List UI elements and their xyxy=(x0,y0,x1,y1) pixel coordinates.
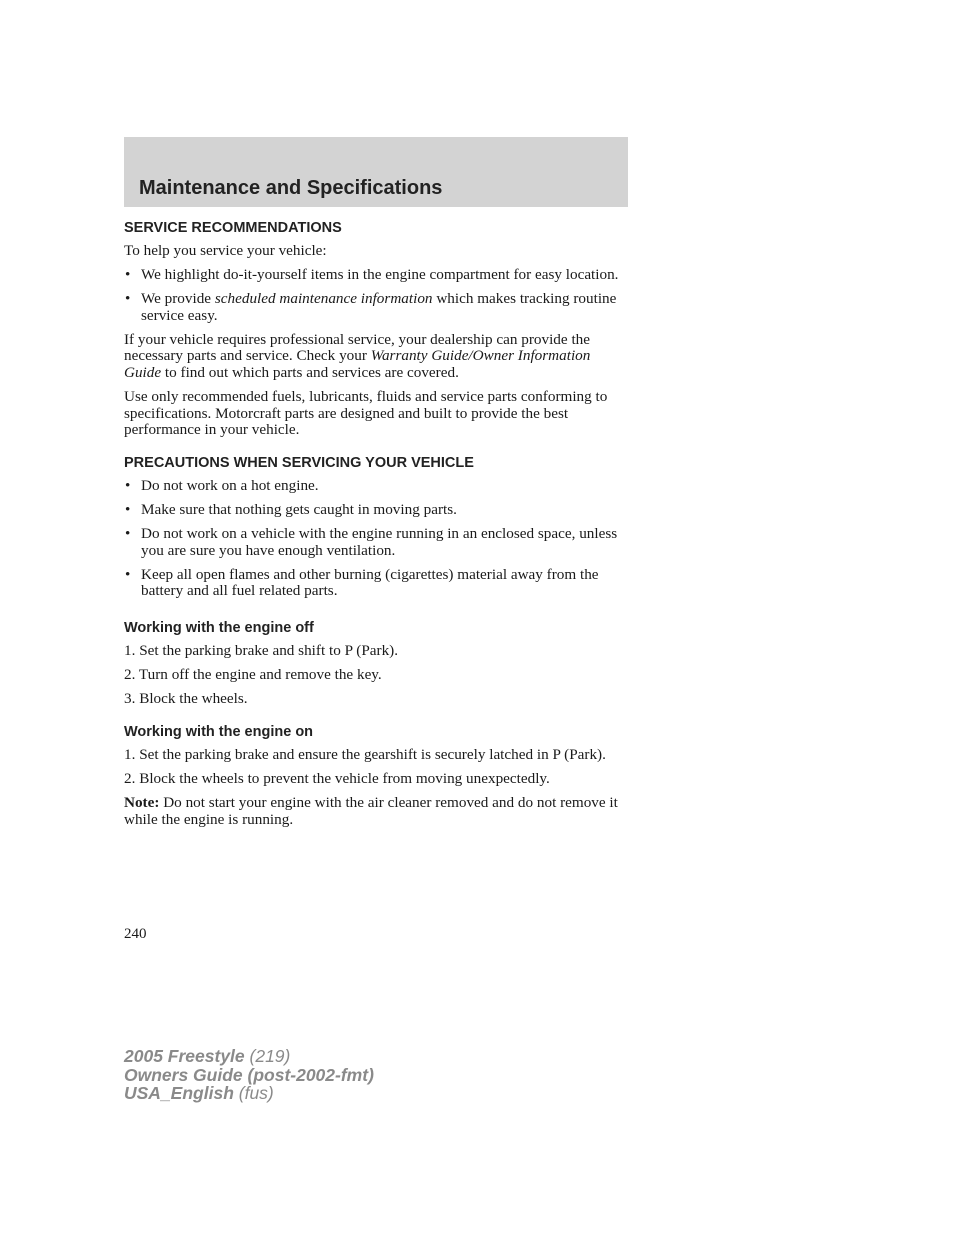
page-content xyxy=(124,219,629,836)
document-footer xyxy=(124,1047,374,1103)
precautions-bullet-list xyxy=(124,478,629,600)
service-bullet-1-text: We highlight do-it-yourself items in the engine compartment for easy location. xyxy=(141,266,619,284)
bullet-marker: • xyxy=(125,565,131,583)
engine-off-step: 2. Turn off the engine and remove the key. xyxy=(124,666,382,684)
engine-on-step: 1. Set the parking brake and ensure the gearshift is securely latched in P (Park). xyxy=(124,745,606,763)
engine-off-step: 3. Block the wheels. xyxy=(124,690,248,708)
bullet-marker: • xyxy=(125,501,131,519)
service-intro: To help you service your vehicle: xyxy=(124,242,327,259)
precautions-heading: PRECAUTIONS WHEN SERVICING YOUR VEHICLE xyxy=(124,454,474,471)
section-title: Maintenance and Specifications xyxy=(139,177,443,199)
precaution-item xyxy=(124,526,629,559)
engine-on-heading: Working with the engine on xyxy=(124,723,314,740)
precaution-item-text: Keep all open flames and other burning (cigarettes) material away from the battery and all fuel related parts. xyxy=(141,565,599,600)
engine-off-heading: Working with the engine off xyxy=(124,620,314,636)
service-paragraph-1 xyxy=(124,332,629,382)
engine-on-step: 2. Block the wheels to prevent the vehicle from moving unexpectedly. xyxy=(124,769,550,787)
service-bullet-2 xyxy=(124,291,629,324)
engine-note xyxy=(124,795,629,828)
note-label: Note: xyxy=(124,793,160,811)
bullet-marker: • xyxy=(125,266,131,284)
service-bullet-list xyxy=(124,267,629,324)
service-bullet-1 xyxy=(124,267,629,284)
footer-model: 2005 Freestyle xyxy=(124,1046,245,1066)
bullet-marker: • xyxy=(125,290,131,308)
precaution-item-text: Do not work on a hot engine. xyxy=(141,476,319,494)
footer-model-code: (219) xyxy=(244,1046,291,1066)
service-bullet-2-post: which makes tracking routine service easy. xyxy=(141,290,617,324)
footer-guide: Owners Guide (post-2002-fmt) xyxy=(124,1064,374,1085)
warranty-guide-reference: Warranty Guide/Owner Information Guide xyxy=(124,347,591,382)
bullet-marker: • xyxy=(125,525,131,543)
footer-line-2 xyxy=(124,1066,374,1085)
footer-language: USA_English xyxy=(124,1083,234,1103)
service-paragraph-1-post: to find out which parts and services are covered. xyxy=(161,364,459,382)
precaution-item xyxy=(124,567,629,600)
note-text: Do not start your engine with the air cleaner removed and do not remove it while the engine is running. xyxy=(124,793,618,828)
footer-language-code: (fus) xyxy=(233,1083,274,1103)
engine-off-step: 1. Set the parking brake and shift to P (Park). xyxy=(124,642,399,659)
page-number: 240 xyxy=(124,926,147,942)
precaution-item-text: Make sure that nothing gets caught in moving parts. xyxy=(141,501,457,519)
service-paragraph-2: Use only recommended fuels, lubricants, fluids and service parts conforming to specifications. Motorcraft parts are designed and built to provide the best performance in your vehicle. xyxy=(124,388,608,439)
precaution-item xyxy=(124,478,629,495)
service-recommendations-heading: SERVICE RECOMMENDATIONS xyxy=(124,220,342,236)
bullet-marker: • xyxy=(125,476,131,494)
section-header-band xyxy=(124,137,628,207)
service-bullet-2-em: scheduled maintenance information xyxy=(214,290,433,308)
footer-line-1 xyxy=(124,1047,374,1066)
service-paragraph-1-pre: If your vehicle requires professional service, your dealership can provide the necessary parts and service. Check your xyxy=(124,330,590,365)
precaution-item-text: Do not work on a vehicle with the engine running in an enclosed space, unless you are sure you have enough ventilation. xyxy=(141,525,618,559)
service-bullet-2-pre: We provide xyxy=(141,290,215,308)
footer-line-3 xyxy=(124,1084,374,1103)
precaution-item xyxy=(124,502,629,519)
